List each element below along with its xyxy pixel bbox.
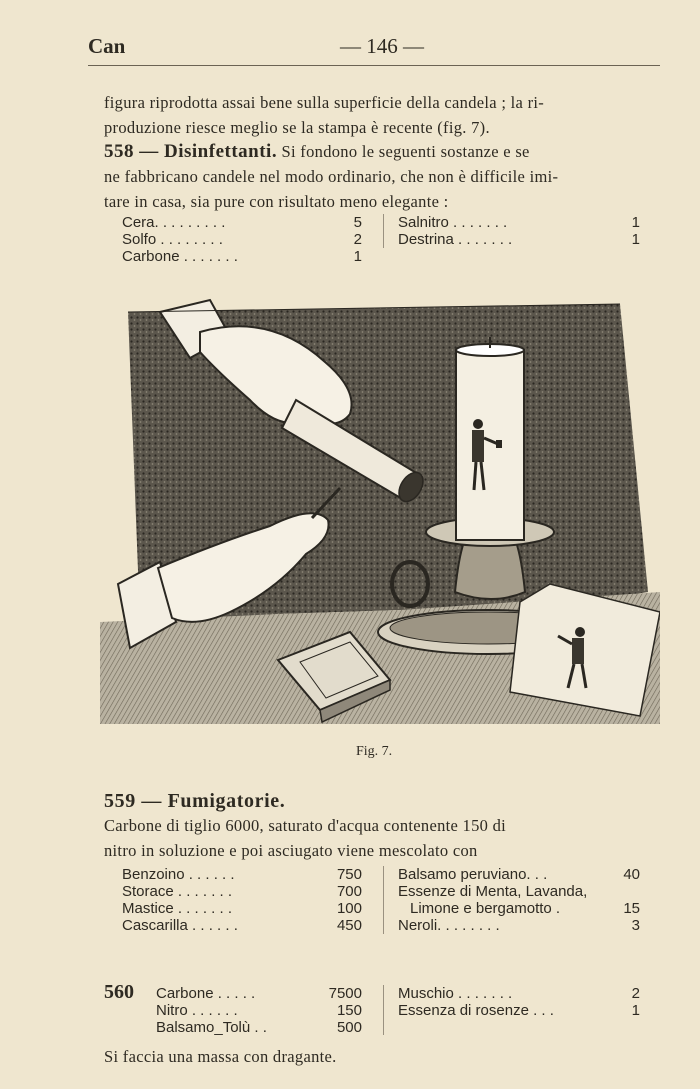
- recipe-row: Carbone . . . . . . . 1: [122, 248, 362, 265]
- section-559-line-2: nitro in soluzione e poi asciugato viene mescolato con: [104, 841, 478, 860]
- figure-caption: Fig. 7.: [356, 744, 393, 759]
- intro-line-1: figura riprodotta assai bene sulla superficie della candela ; la ri-: [104, 93, 545, 112]
- header-word: Can: [88, 34, 126, 58]
- recipe-560-right: [398, 985, 640, 1019]
- recipe-row: Mastice . . . . . . . 100: [122, 900, 362, 917]
- running-header: [88, 34, 660, 64]
- section-559-line-1: Carbone di tiglio 6000, saturato d'acqua contenente 150 di: [104, 816, 507, 835]
- recipe-row: Solfo . . . . . . . . 2: [122, 231, 362, 248]
- section-559-heading: 559 — Fumigatorie.: [104, 790, 286, 812]
- recipe-row: Essenza di rosenze . . . 1: [398, 1002, 640, 1019]
- recipe-558-left: [122, 214, 362, 265]
- header-rule: [88, 65, 660, 66]
- recipe-row: Neroli. . . . . . . . 3: [398, 917, 640, 934]
- column-divider: [383, 866, 384, 934]
- recipe-row: Essenze di Menta, Lavanda,: [398, 883, 588, 900]
- recipe-559-right: [398, 866, 640, 934]
- recipe-558-right: [398, 214, 640, 248]
- recipe-row: Balsamo_Tolù . . 500: [156, 1019, 362, 1036]
- closing-line: Si faccia una massa con dragante.: [104, 1047, 337, 1066]
- column-divider: [383, 985, 384, 1035]
- section-558-line-1: [104, 139, 678, 164]
- section-558-line-2: ne fabbricano candele nel modo ordinario, che non è difficile imi-: [104, 167, 559, 186]
- recipe-row: Destrina . . . . . . . 1: [398, 231, 640, 248]
- section-558-line-3: tare in casa, sia pure con risultato meno elegante :: [104, 192, 449, 211]
- recipe-row: Nitro . . . . . . 150: [156, 1002, 362, 1019]
- intro-line-2: produzione riesce meglio se la stampa è recente (fig. 7).: [104, 118, 490, 137]
- recipe-row: Muschio . . . . . . . 2: [398, 985, 640, 1002]
- recipe-row: Storace . . . . . . . 700: [122, 883, 362, 900]
- section-560-number: 560: [104, 981, 134, 1003]
- recipe-560-left: [156, 985, 362, 1036]
- recipe-row: Cascarilla . . . . . . 450: [122, 917, 362, 934]
- section-558-heading: 558 — Disinfettanti.: [104, 141, 278, 162]
- section-558-line-1-text: Si fondono le seguenti sostanze e se: [281, 142, 530, 161]
- recipe-559-left: [122, 866, 362, 934]
- recipe-row: Balsamo peruviano. . . 40: [398, 866, 640, 883]
- recipe-row: Carbone . . . . . 7500: [156, 985, 362, 1002]
- recipe-row: Limone e bergamotto . 15: [410, 900, 640, 917]
- page-number: — 146 —: [340, 34, 424, 58]
- candle-engraving-illustration: [100, 292, 660, 724]
- recipe-row: Benzoino . . . . . . 750: [122, 866, 362, 883]
- recipe-row: Salnitro . . . . . . . 1: [398, 214, 640, 231]
- column-divider: [383, 214, 384, 248]
- recipe-row: Cera. . . . . . . . . 5: [122, 214, 362, 231]
